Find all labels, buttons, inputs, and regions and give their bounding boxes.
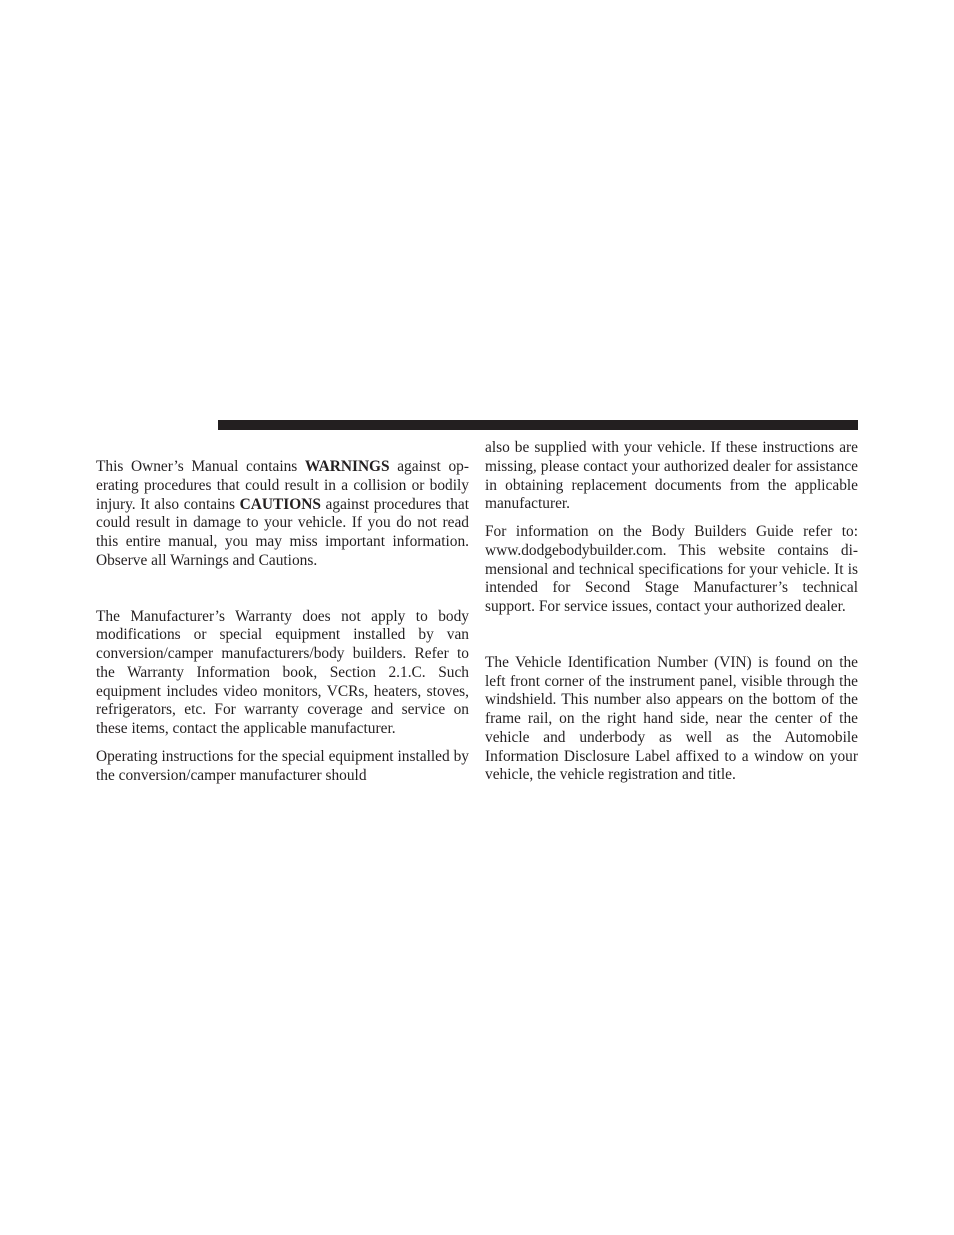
warranty-paragraph: The Manufacturer’s Warranty does not apply to body modifications or special equipment installed by van conversion/camper manufacturers/body builders. Refer to the Warranty Information book, Section 2.1.C. Such equipment includes video monitors, VCRs, heaters, stoves, refrigerators, etc. For warranty coverage and service on these items, contact the applicable manufacturer. <box>96 607 469 737</box>
text-run: against procedures that could result in damage to your vehicle. If you do not read this entire manual, you may miss important information. Observe all Warnings and Cautions. <box>96 495 470 569</box>
cautions-term: CAUTIONS <box>239 495 321 513</box>
vin-paragraph: The Vehicle Identification Number (VIN) is found on the left front corner of the instrument panel, visible through the windshield. This number also appears on the bottom of the frame rail, on the right hand side, near the center of the vehicle and underbody as well as the Automobile Information Disclosure Label affixed to a window on your vehicle, the vehicle registration and title. <box>485 653 858 784</box>
right-column <box>485 439 858 785</box>
warnings-cautions-paragraph <box>96 458 469 571</box>
section-header-rule <box>218 420 858 430</box>
left-column <box>96 458 469 785</box>
text-run: This Owner’s Manual contains <box>96 458 305 475</box>
body-builders-guide-paragraph: For information on the Body Builders Guide refer to: www.dodgebodybuilder.com. This website contains dimensional and technical specifications for your vehicle. It is intended for Second Stage Manufacturer’s technical support. For service issues, contact your authorized dealer. <box>485 523 858 615</box>
instructions-continued-paragraph: also be supplied with your vehicle. If these instructions are missing, please contact your authorized dealer for assistance in obtaining replacement documents from the applicable manufacturer. <box>485 439 858 513</box>
warnings-term: WARNINGS <box>304 458 390 475</box>
operating-instructions-paragraph: Operating instructions for the special equipment installed by the conversion/camper manufacturer should <box>96 747 469 784</box>
text-run: against operating procedures that could result in a collision or bodily injury. It also contains <box>96 458 469 513</box>
